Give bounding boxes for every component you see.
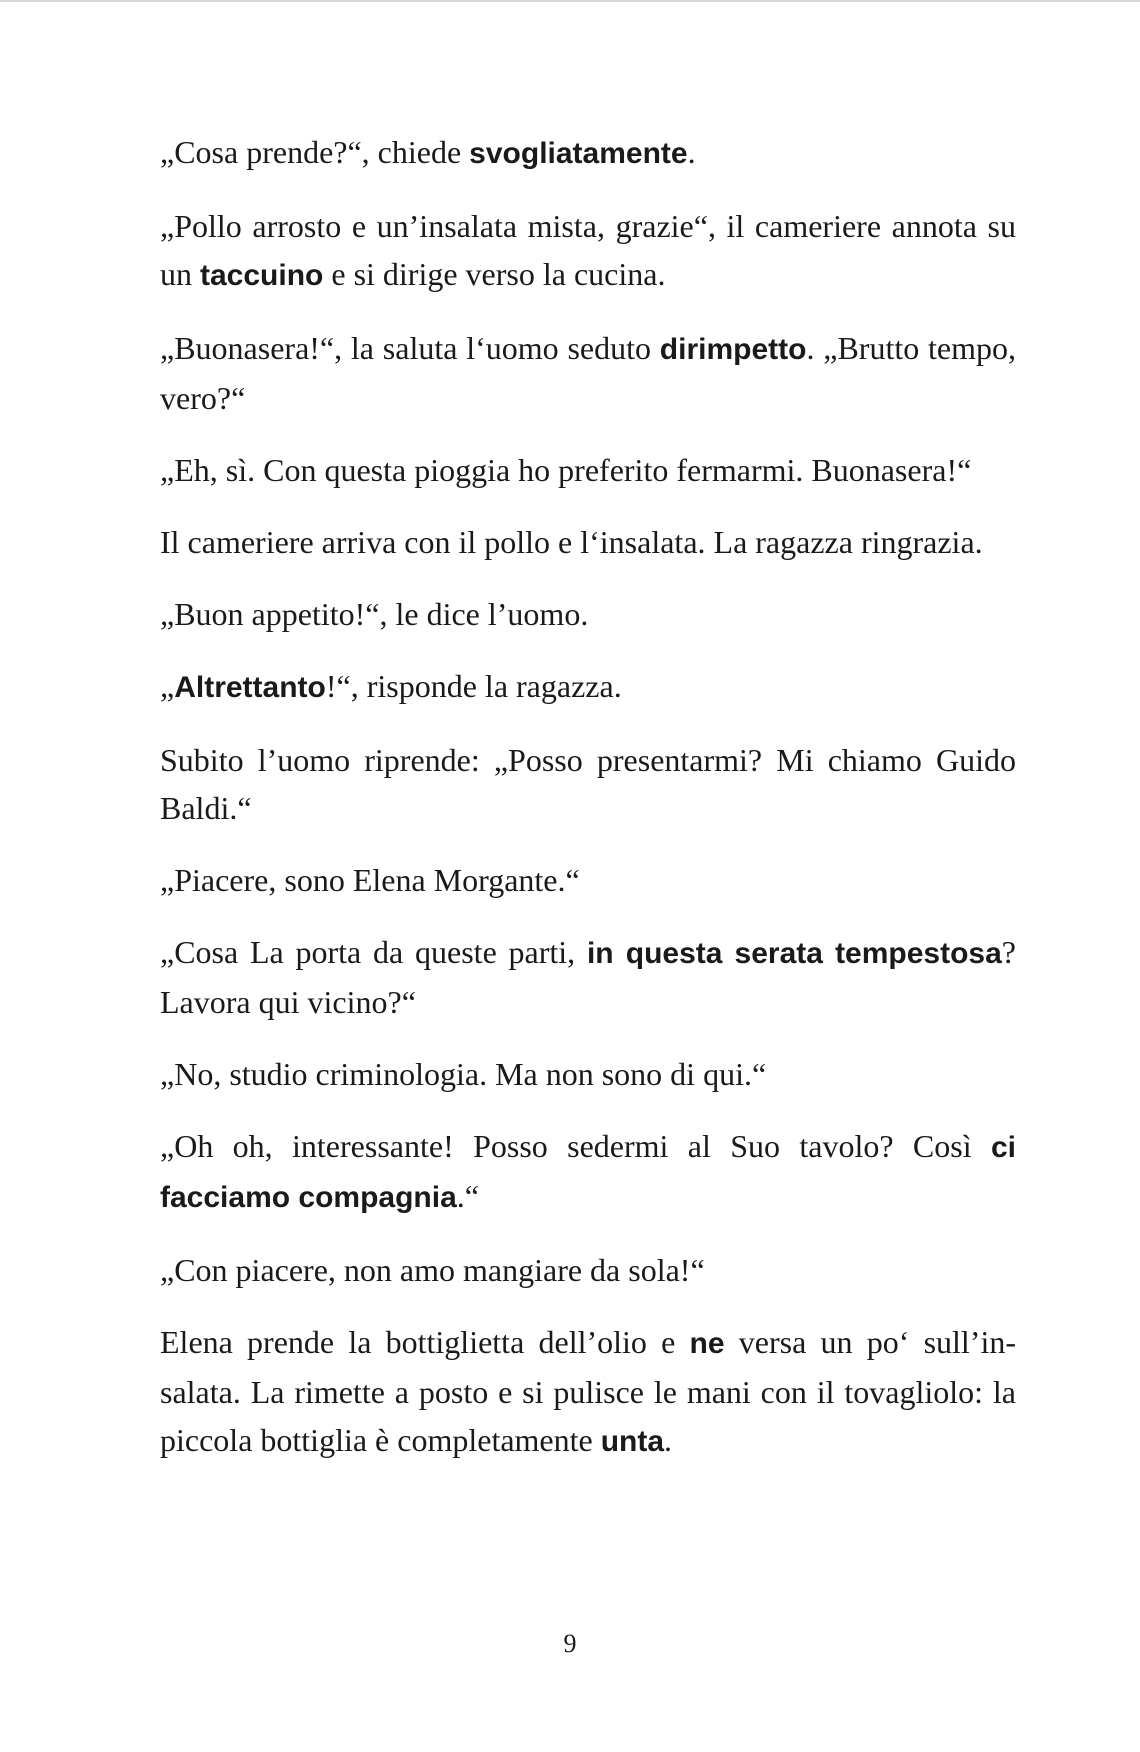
paragraph [160, 518, 1016, 566]
text-run: „No, studio criminologia. Ma non sono di qui.“ [160, 1056, 767, 1092]
paragraph [160, 202, 1016, 300]
paragraph [160, 590, 1016, 638]
text-run: „Oh oh, interessante! Posso sedermi al Suo tavolo? Così [160, 1128, 991, 1164]
text-run: „Pollo arrosto e un’insalata mista, grazie“, il cameriere annota su un [160, 208, 1016, 292]
text-run: „Piacere, sono Elena Morgante.“ [160, 862, 580, 898]
text-run: „Con piacere, non amo mangiare da sola!“ [160, 1252, 705, 1288]
paragraph [160, 324, 1016, 422]
bold-vocabulary-term: Altrettanto [174, 671, 326, 704]
text-run: !“, risponde la ragazza. [325, 668, 622, 704]
page-top-border [0, 0, 1140, 2]
text-run: .“ [456, 1178, 479, 1214]
book-page-text [160, 128, 1016, 1490]
bold-vocabulary-term: ci facciamo compagnia [160, 1131, 1016, 1214]
paragraph [160, 856, 1016, 904]
text-run: „Eh, sì. Con questa pioggia ho preferito fermarmi. Buonasera!“ [160, 452, 972, 488]
bold-vocabulary-term: in questa serata tempestosa [586, 937, 1002, 970]
text-run: „Cosa prende?“, chiede [160, 134, 470, 170]
bold-vocabulary-term: ne [689, 1327, 725, 1360]
bold-vocabulary-term: unta [600, 1425, 665, 1458]
bold-vocabulary-term: taccuino [200, 259, 324, 292]
paragraph [160, 1318, 1016, 1466]
text-run: e si dirige verso la cucina. [323, 256, 666, 292]
paragraph [160, 128, 1016, 178]
paragraph [160, 928, 1016, 1026]
text-run: Subito l’uomo riprende: „Posso presentarmi? Mi chiamo Guido Baldi.“ [160, 742, 1016, 826]
text-run: „Cosa La porta da queste parti, [160, 934, 587, 970]
paragraph [160, 1050, 1016, 1098]
page-number: 9 [563, 1629, 577, 1658]
text-run: versa un po‘ sull’insalata. La rimette a posto e si pulisce le mani con il tovagliolo: la piccola bottiglia è completamente [160, 1324, 1016, 1458]
paragraph [160, 1122, 1016, 1222]
text-run: Elena prende la bottiglietta dell’olio e [160, 1324, 690, 1360]
text-run: . „Brutto tempo, vero?“ [160, 330, 1017, 416]
paragraph [160, 446, 1016, 494]
paragraph [160, 662, 1016, 712]
paragraph [160, 736, 1016, 832]
text-run: ? Lavora qui vicino?“ [160, 934, 1016, 1020]
paragraph [160, 1246, 1016, 1294]
text-run: „ [160, 668, 175, 704]
text-run: . [687, 134, 696, 170]
text-run: „Buon appetito!“, le dice l’uomo. [160, 596, 589, 632]
text-run: „Buonasera!“, la saluta l‘uomo seduto [160, 330, 660, 366]
bold-vocabulary-term: svogliatamente [469, 137, 688, 170]
text-run: Il cameriere arriva con il pollo e l‘insalata. La ragazza ringrazia. [160, 524, 983, 560]
bold-vocabulary-term: dirimpetto [659, 333, 807, 366]
text-run: . [664, 1422, 673, 1458]
